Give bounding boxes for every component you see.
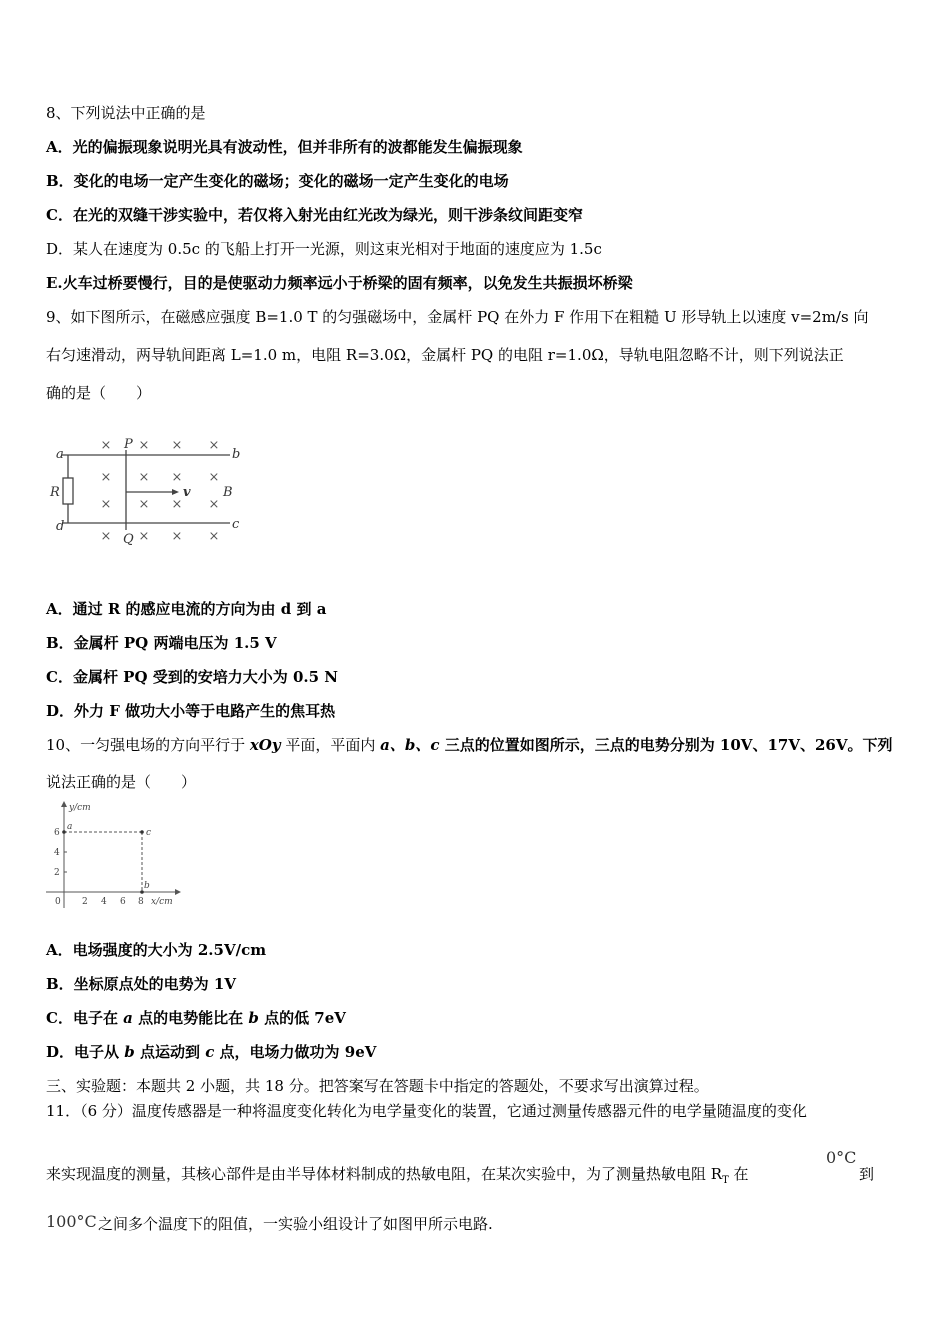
field-cross-icon: ×	[208, 497, 220, 512]
label-p: P	[124, 437, 133, 452]
x-tick-4: 4	[101, 897, 107, 907]
q11-line2-text: 在	[728, 1165, 749, 1183]
x-tick-2: 2	[82, 897, 88, 907]
temp-hundred-celsius: 100°C	[46, 1212, 97, 1231]
field-cross-icon: ×	[100, 438, 112, 453]
field-cross-icon: ×	[100, 497, 112, 512]
q8-option-c: C．在光的双缝干涉实验中，若仅将入射光由红光改为绿光，则干涉条纹间距变窄	[46, 206, 583, 224]
q10-stem-part: 三点的位置如图所示，三点的电势分别为 10V、17V、26V。下列	[439, 736, 893, 754]
q10-option-d	[46, 1042, 376, 1062]
label-q: Q	[123, 532, 134, 547]
q8-option-e: E.火车过桥要慢行，目的是使驱动力频率远小于桥梁的固有频率，以免发生共振损坏桥梁	[46, 274, 633, 292]
question-9-stem-line2: 右匀速滑动，两导轨间距离 L=1.0 m，电阻 R=3.0Ω，金属杆 PQ 的电阻 r=1.0Ω，导轨电阻忽略不计，则下列说法正	[46, 346, 844, 364]
x-tick-6: 6	[120, 897, 126, 907]
q9-circuit-figure	[46, 430, 246, 550]
field-cross-icon: ×	[138, 497, 150, 512]
label-b: b	[232, 447, 241, 462]
question-11-line1: 11．（6 分）温度传感器是一种将温度变化转化为电学量变化的装置，它通过测量传感器元件的电学量随温度的变化	[46, 1102, 807, 1120]
q10-option-b: B．坐标原点处的电势为 1V	[46, 975, 236, 993]
label-point-c: c	[146, 828, 152, 838]
label-v: v	[183, 485, 191, 500]
q10-option-a: A．电场强度的大小为 2.5V/cm	[46, 941, 267, 959]
label-c: c	[232, 517, 240, 532]
point-a	[62, 830, 66, 834]
temp-zero-celsius: 0°C	[826, 1148, 857, 1167]
field-cross-icon: ×	[100, 470, 112, 485]
q9-option-b: B．金属杆 PQ 两端电压为 1.5 V	[46, 634, 277, 652]
x-tick-8: 8	[138, 897, 144, 907]
label-d: d	[56, 519, 65, 534]
y-tick-4: 4	[54, 848, 60, 858]
field-cross-icon: ×	[171, 438, 183, 453]
magnetic-field-crosses	[101, 438, 220, 544]
x-axis-arrow-icon	[175, 889, 181, 895]
q8-option-d: D．某人在速度为 0.5c 的飞船上打开一光源，则这束光相对于地面的速度应为 1.5c	[46, 240, 602, 258]
q10-option-c-var: b	[248, 1009, 259, 1027]
question-8-stem: 8、下列说法中正确的是	[46, 104, 206, 122]
question-9-stem-line1: 9、如下图所示，在磁感应强度 B=1.0 T 的匀强磁场中，金属杆 PQ 在外力 F 作用下在粗糙 U 形导轨上以速度 v=2m/s 向	[46, 308, 869, 326]
y-axis-arrow-icon	[61, 801, 67, 807]
q10-option-d-part: 点，电场力做功为 9eV	[214, 1043, 377, 1061]
question-10-stem-line1	[46, 735, 892, 755]
label-b-field: B	[223, 485, 233, 500]
q9-option-d: D．外力 F 做功大小等于电路产生的焦耳热	[46, 702, 336, 720]
field-cross-icon: ×	[171, 529, 183, 544]
q9-option-c: C．金属杆 PQ 受到的安培力大小为 0.5 N	[46, 668, 338, 686]
label-point-a: a	[67, 822, 73, 832]
q10-option-d-part: D．电子从	[46, 1043, 125, 1061]
y-tick-2: 2	[54, 868, 60, 878]
q10-option-c-part: 点的电势能比在	[132, 1009, 249, 1027]
label-point-b: b	[144, 881, 150, 891]
q10-option-d-var: c	[205, 1043, 215, 1061]
field-cross-icon: ×	[138, 529, 150, 544]
q10-option-c-part: 点的低 7eV	[258, 1009, 346, 1027]
field-cross-icon: ×	[208, 529, 220, 544]
q10-option-c-var: a	[123, 1009, 133, 1027]
q10-option-d-part: 点运动到	[134, 1043, 206, 1061]
q11-subscript-t: T	[722, 1175, 729, 1186]
origin-label: 0	[55, 897, 61, 907]
field-cross-icon: ×	[171, 470, 183, 485]
q10-option-c-part: C．电子在	[46, 1009, 124, 1027]
label-r: R	[50, 485, 60, 500]
y-axis-label: y/cm	[69, 803, 91, 813]
q10-option-c	[46, 1008, 346, 1028]
q10-stem-xoy: xOy	[249, 736, 281, 754]
field-cross-icon: ×	[138, 470, 150, 485]
q11-line2-text: 来实现温度的测量，其核心部件是由半导体材料制成的热敏电阻，在某次实验中，为了测量热敏电阻 R	[46, 1165, 723, 1183]
q11-to: 到	[859, 1165, 875, 1183]
field-cross-icon: ×	[208, 438, 220, 453]
q9-option-a: A．通过 R 的感应电流的方向为由 d 到 a	[46, 600, 327, 618]
point-c	[140, 830, 144, 834]
q10-stem-abc: a、b、c	[380, 736, 440, 754]
question-9-stem-line3: 确的是（ ）	[46, 384, 152, 402]
question-10-stem-line2: 说法正确的是（ ）	[46, 773, 197, 791]
q10-option-d-var: b	[124, 1043, 135, 1061]
q10-stem-part: 平面，平面内	[280, 736, 381, 754]
field-cross-icon: ×	[208, 470, 220, 485]
field-cross-icon: ×	[138, 438, 150, 453]
label-a: a	[56, 447, 64, 462]
field-cross-icon: ×	[171, 497, 183, 512]
q8-option-b: B．变化的电场一定产生变化的磁场；变化的磁场一定产生变化的电场	[46, 172, 509, 190]
field-cross-icon: ×	[100, 529, 112, 544]
q10-coordinate-figure	[40, 800, 190, 912]
q10-stem-part: 10、一匀强电场的方向平行于	[46, 736, 250, 754]
velocity-arrow-icon	[172, 489, 179, 495]
x-axis-label: x/cm	[151, 897, 173, 907]
y-tick-6: 6	[54, 828, 60, 838]
q8-option-a: A．光的偏振现象说明光具有波动性，但并非所有的波都能发生偏振现象	[46, 138, 523, 156]
question-11-line3: 之间多个温度下的阻值，一实验小组设计了如图甲所示电路.	[98, 1215, 493, 1233]
section-3-heading: 三、实验题：本题共 2 小题，共 18 分。把答案写在答题卡中指定的答题处，不要求写出演算过程。	[46, 1077, 709, 1095]
question-11-line2	[46, 1164, 749, 1191]
